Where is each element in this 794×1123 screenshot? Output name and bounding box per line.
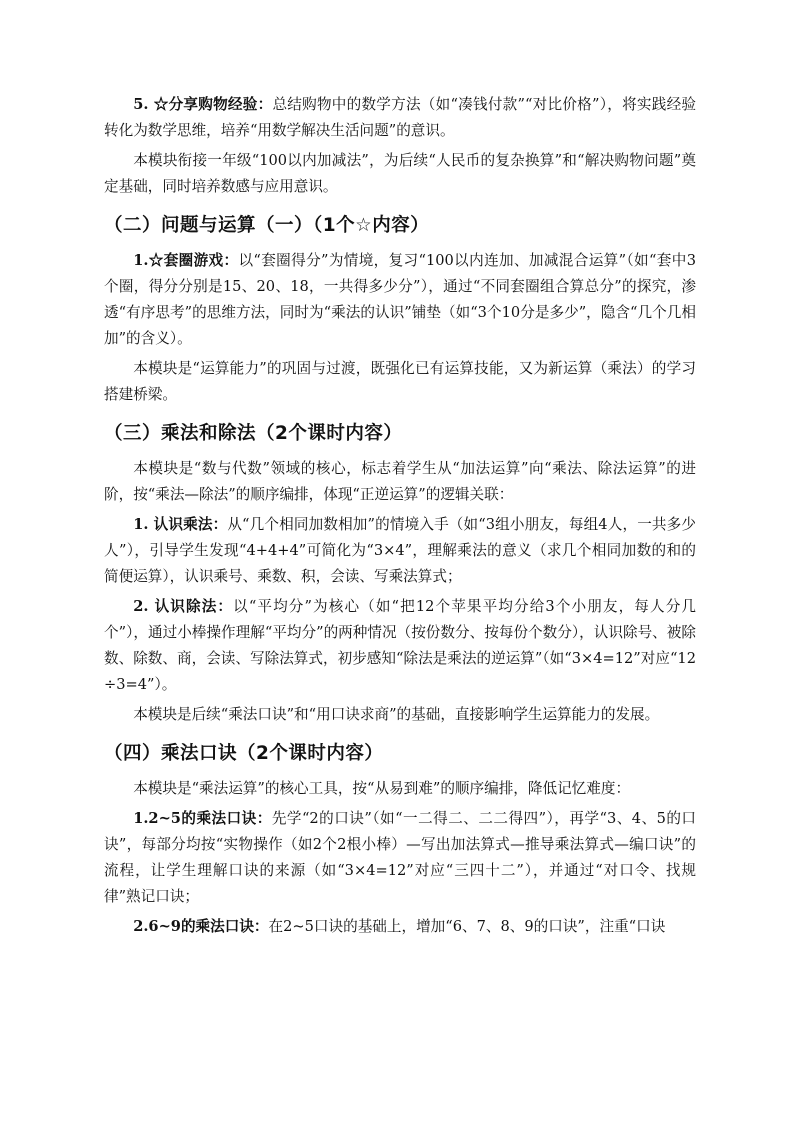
document-page <box>104 92 696 944</box>
paragraph-table-6-9 <box>104 914 696 940</box>
item-text: 先学“2的口诀”（如“一二得二、二二得四”），再学“3、4、5的口诀”，每部分均按“实物操作（如2个2根小棒）—写出加法算式—推导乘法算式—编口诀”的流程，让学生理解口诀的来源（如“3×4=12”对应“三四十二”），并通过“对口令、找规律”熟记口诀； <box>104 810 696 905</box>
item-text: 总结购物中的数学方法（如“凑钱付款”“对比价格”），将实践经验转化为数学思维，培养“用数学解决生活问题”的意识。 <box>104 96 697 139</box>
paragraph-know-multiplication <box>104 512 696 590</box>
paragraph-table-2-5 <box>104 806 696 910</box>
paragraph-module-summary-1: 本模块衔接一年级“100以内加减法”，为后续“人民币的复杂换算”和“解决购物问题”奠定基础，同时培养数感与应用意识。 <box>104 152 696 195</box>
section-heading-multiplication-table: （四）乘法口诀（2个课时内容） <box>104 743 384 764</box>
item-lead: 1.☆套圈游戏： <box>133 252 239 269</box>
section-heading-problem-operation: （二）问题与运算（一）（1个☆内容） <box>104 215 430 236</box>
paragraph-module-intro-4: 本模块是“乘法运算”的核心工具，按“从易到难”的顺序编排，降低记忆难度： <box>133 780 631 797</box>
item-lead: 2.6~9的乘法口诀： <box>133 918 269 935</box>
paragraph-know-division <box>104 594 696 698</box>
item-text: 以“套圈得分”为情境，复习“100以内连加、加减混合运算”（如“套中3个圈，得分分别是15、20、18，一共得多少分”），通过“不同套圈组合算总分”的探究，渗透“有序思考”的思维方法，同时为“乘法的认识”铺垫（如“3个10分是多少”，隐含“几个几相加”的含义）。 <box>104 252 696 347</box>
item-lead: 2. 认识除法： <box>133 598 234 615</box>
paragraph-module-summary-3: 本模块是后续“乘法口诀”和“用口诀求商”的基础，直接影响学生运算能力的发展。 <box>133 706 660 723</box>
paragraph-module-intro-3: 本模块是“数与代数”领域的核心，标志着学生从“加法运算”向“乘法、除法运算”的进阶，按“乘法—除法”的顺序编排，体现“正逆运算”的逻辑关联： <box>104 460 696 503</box>
paragraph-share-shopping <box>104 92 696 144</box>
item-lead: 5. ☆分享购物经验： <box>133 96 273 113</box>
item-text: 从“几个相同加数相加”的情境入手（如“3组小朋友，每组4人，一共多少人”），引导学生发现“4+4+4”可简化为“3×4”，理解乘法的意义（求几个相同加数的和的简便运算），认识乘号、乘数、积，会读、写乘法算式； <box>104 516 696 585</box>
item-lead: 1. 认识乘法： <box>133 516 228 533</box>
section-heading-multiplication-division: （三）乘法和除法（2个课时内容） <box>104 423 403 444</box>
item-lead: 1.2~5的乘法口诀： <box>133 810 272 827</box>
paragraph-ring-toss <box>104 248 696 352</box>
paragraph-module-summary-2: 本模块是“运算能力”的巩固与过渡，既强化已有运算技能，又为新运算（乘法）的学习搭建桥梁。 <box>104 360 696 403</box>
item-text: 在2~5口诀的基础上，增加“6、7、8、9的口诀”，注重“口诀 <box>268 918 666 935</box>
item-text: 以“平均分”为核心（如“把12个苹果平均分给3个小朋友，每人分几个”），通过小棒操作理解“平均分”的两种情况（按份数分、按每份个数分），认识除号、被除数、除数、商，会读、写除法算式，初步感知“除法是乘法的逆运算”（如“3×4=12”对应“12÷3=4”）。 <box>104 598 696 693</box>
